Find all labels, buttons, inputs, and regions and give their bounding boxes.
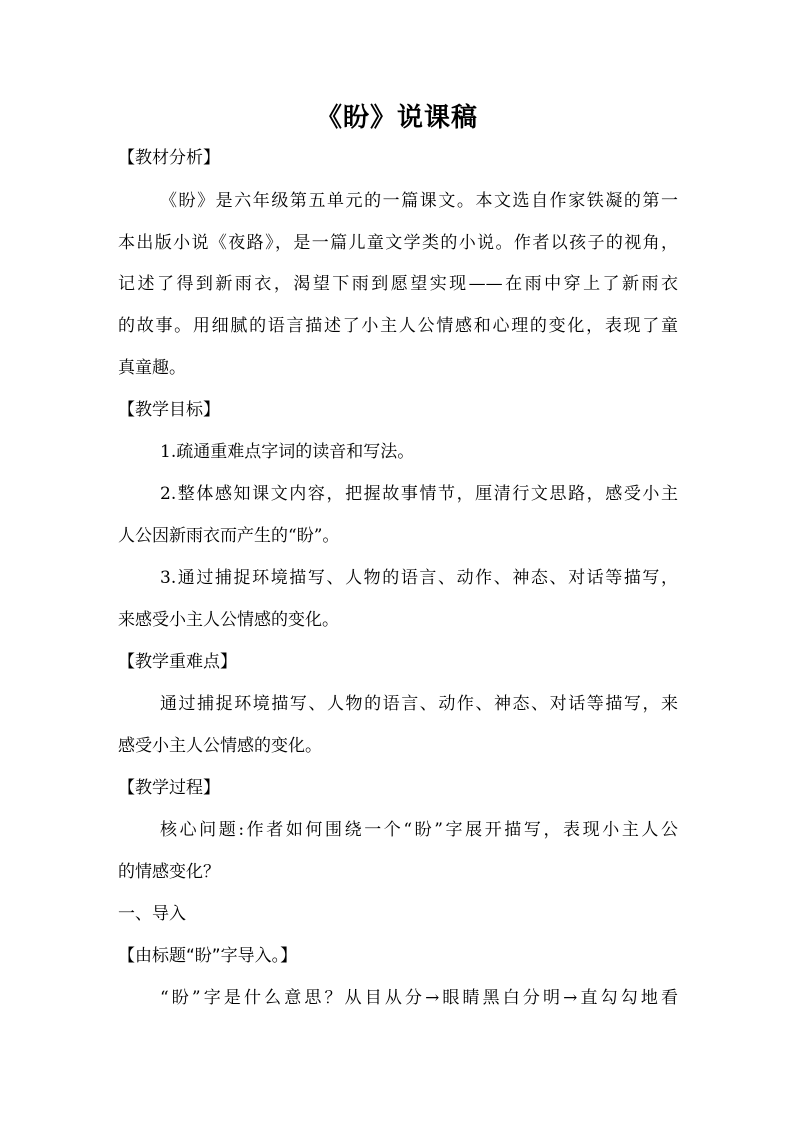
list-item: 2.整体感知课文内容，把握故事情节，厘清行文思路，感受小主 bbox=[160, 484, 678, 504]
section-heading-key-points: 【教学重难点】 bbox=[118, 652, 237, 672]
section-heading-analysis: 【教材分析】 bbox=[118, 148, 220, 168]
document-title: 《盼》说课稿 bbox=[315, 103, 478, 133]
paragraph-line: 核心问题:作者如何围绕一个“盼”字展开描写，表现小主人公 bbox=[160, 820, 678, 840]
paragraph-line: 的情感变化？ bbox=[118, 862, 220, 882]
list-item: 1.疏通重难点字词的读音和写法。 bbox=[160, 442, 415, 462]
list-item: 3.通过捕捉环境描写、人物的语言、动作、神态、对话等描写， bbox=[160, 568, 678, 588]
subsection-heading: 一、导入 bbox=[118, 904, 186, 924]
paragraph-line: 通过捕捉环境描写、人物的语言、动作、神态、对话等描写，来 bbox=[160, 694, 678, 714]
list-item-continuation: 人公因新雨衣而产生的“盼”。 bbox=[118, 526, 340, 546]
list-item-continuation: 来感受小主人公情感的变化。 bbox=[118, 610, 339, 630]
bracket-heading: 【由标题“盼”字导入。】 bbox=[118, 946, 298, 966]
paragraph-line: 的故事。用细腻的语言描述了小主人公情感和心理的变化，表现了童 bbox=[118, 316, 678, 336]
paragraph-line: 《盼》是六年级第五单元的一篇课文。本文选自作家铁凝的第一 bbox=[160, 191, 678, 211]
paragraph-line: 感受小主人公情感的变化。 bbox=[118, 736, 322, 756]
paragraph-line: “盼”字是什么意思？从目从分→眼睛黑白分明→直勾勾地看 bbox=[160, 988, 678, 1008]
paragraph-line: 真童趣。 bbox=[118, 358, 186, 378]
paragraph-line: 记述了得到新雨衣，渴望下雨到愿望实现——在雨中穿上了新雨衣 bbox=[118, 274, 678, 294]
paragraph-line: 本出版小说《夜路》，是一篇儿童文学类的小说。作者以孩子的视角， bbox=[118, 233, 678, 253]
section-heading-goals: 【教学目标】 bbox=[118, 400, 220, 420]
section-heading-process: 【教学过程】 bbox=[118, 778, 220, 798]
